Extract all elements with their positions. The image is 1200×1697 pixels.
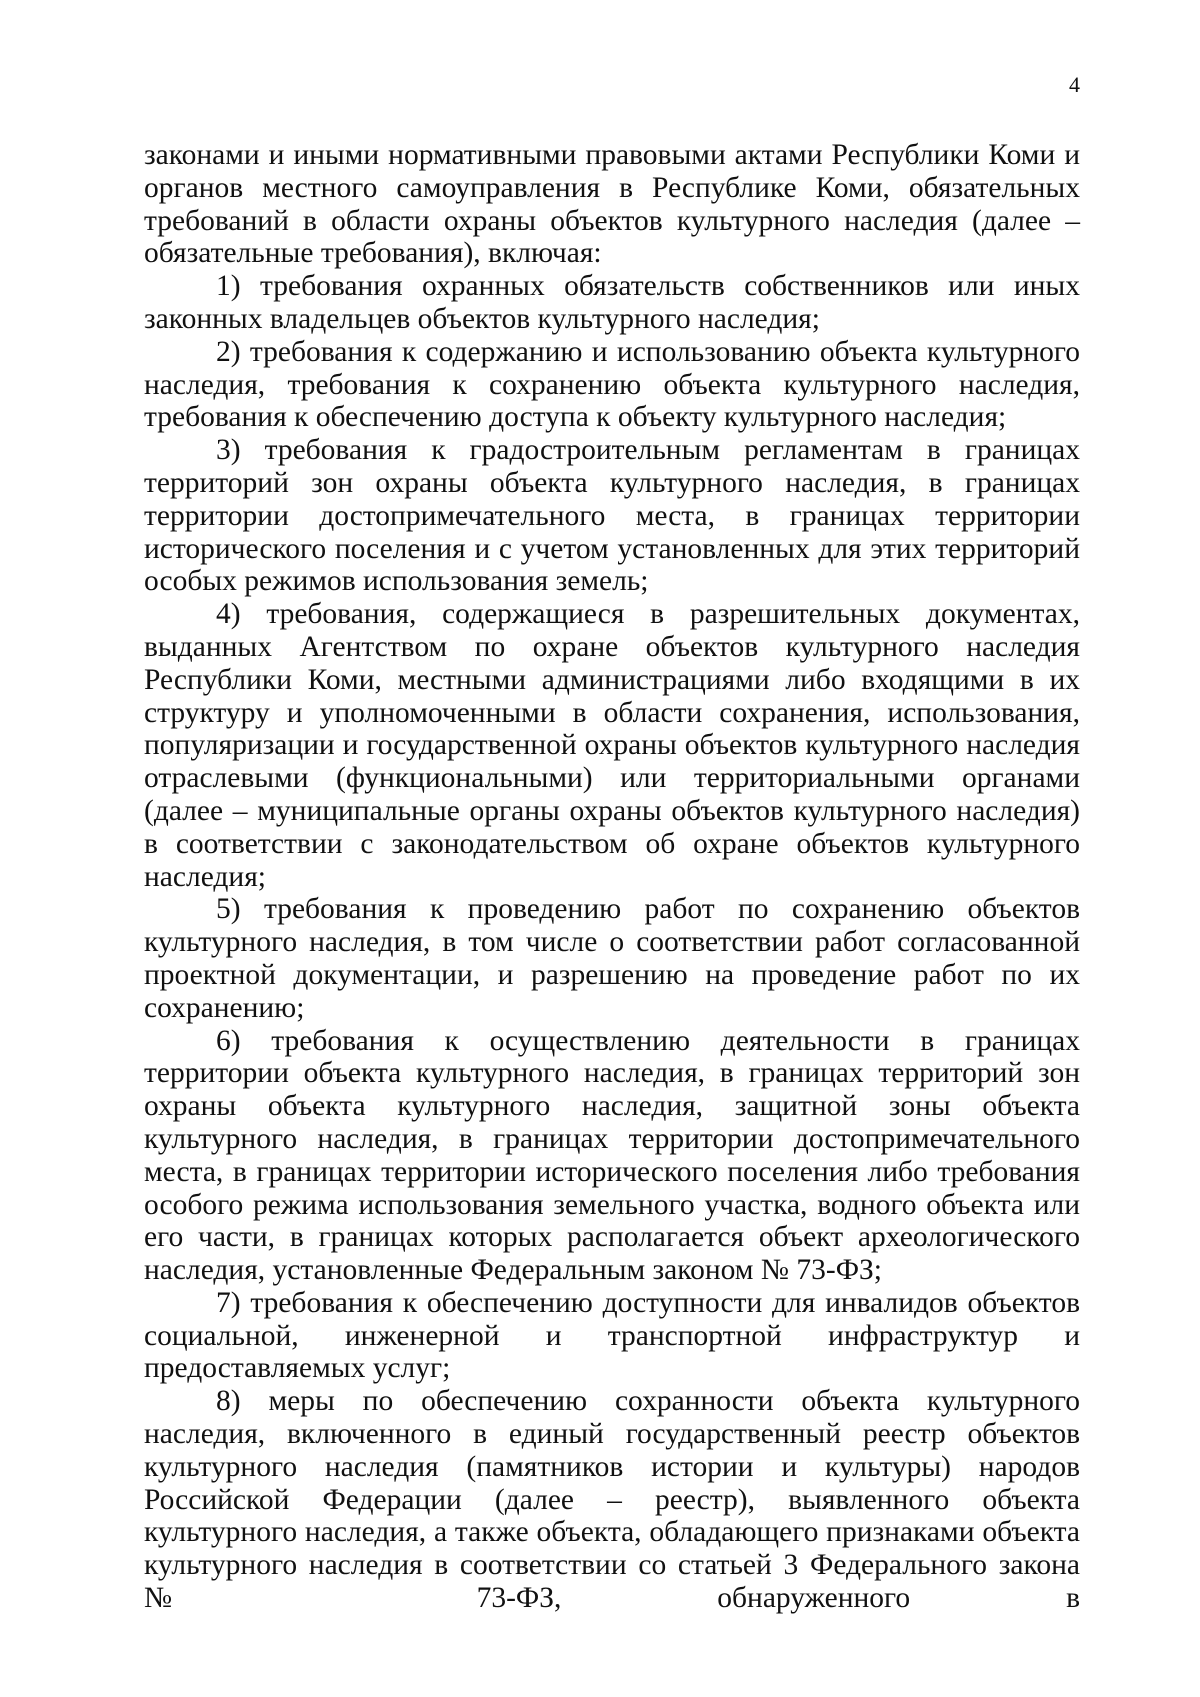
paragraph-intro: законами и иными нормативными правовыми актами Республики Коми и органов местного самоуправления в Республике Коми, обязательных требований в области охраны объектов культурного наследия (далее – обязательные требования), включая: xyxy=(144,139,1080,270)
paragraph-item-3: 3) требования к градостроительным регламентам в границах территорий зон охраны объекта культурного наследия, в границах территории достопримечательного места, в границах территории исторического поселения и с учетом установленных для этих территорий особых режимов использования земель; xyxy=(144,434,1080,598)
paragraph-item-1: 1) требования охранных обязательств собственников или иных законных владельцев объектов культурного наследия; xyxy=(144,270,1080,335)
paragraph-item-7: 7) требования к обеспечению доступности для инвалидов объектов социальной, инженерной и транспортной инфраструктур и предоставляемых услуг; xyxy=(144,1286,1080,1385)
paragraph-item-2: 2) требования к содержанию и использованию объекта культурного наследия, требования к сохранению объекта культурного наследия, требования к обеспечению доступа к объекту культурного наследия; xyxy=(144,335,1080,434)
paragraph-item-5: 5) требования к проведению работ по сохранению объектов культурного наследия, в том числе о соответствии работ согласованной проектной документации, и разрешению на проведение работ по их сохранению; xyxy=(144,893,1080,1024)
paragraph-item-8: 8) меры по обеспечению сохранности объекта культурного наследия, включенного в единый государственный реестр объектов культурного наследия (памятников истории и культуры) народов Российской Федерации (далее – реестр), выявленного объекта культурного наследия, а также объекта, обладающего признаками объекта культурного наследия в соответствии со статьей 3 Федерального закона № 73-ФЗ, обнаруженного в xyxy=(144,1385,1080,1615)
paragraph-item-6: 6) требования к осуществлению деятельности в границах территории объекта культурного наследия, в границах территорий зон охраны объекта культурного наследия, защитной зоны объекта культурного наследия, в границах территории достопримечательного места, в границах территории исторического поселения либо требования особого режима использования земельного участка, водного объекта или его части, в границах которых располагается объект археологического наследия, установленные Федеральным законом № 73-ФЗ; xyxy=(144,1024,1080,1287)
paragraph-item-4: 4) требования, содержащиеся в разрешительных документах, выданных Агентством по охране объектов культурного наследия Республики Коми, местными администрациями либо входящими в их структуру и уполномоченными в области сохранения, использования, популяризации и государственной охраны объектов культурного наследия отраслевыми (функциональными) или территориальными органами (далее – муниципальные органы охраны объектов культурного наследия) в соответствии с законодательством об охране объектов культурного наследия; xyxy=(144,598,1080,893)
document-body xyxy=(144,139,1080,1615)
page-number: 4 xyxy=(1069,72,1080,97)
